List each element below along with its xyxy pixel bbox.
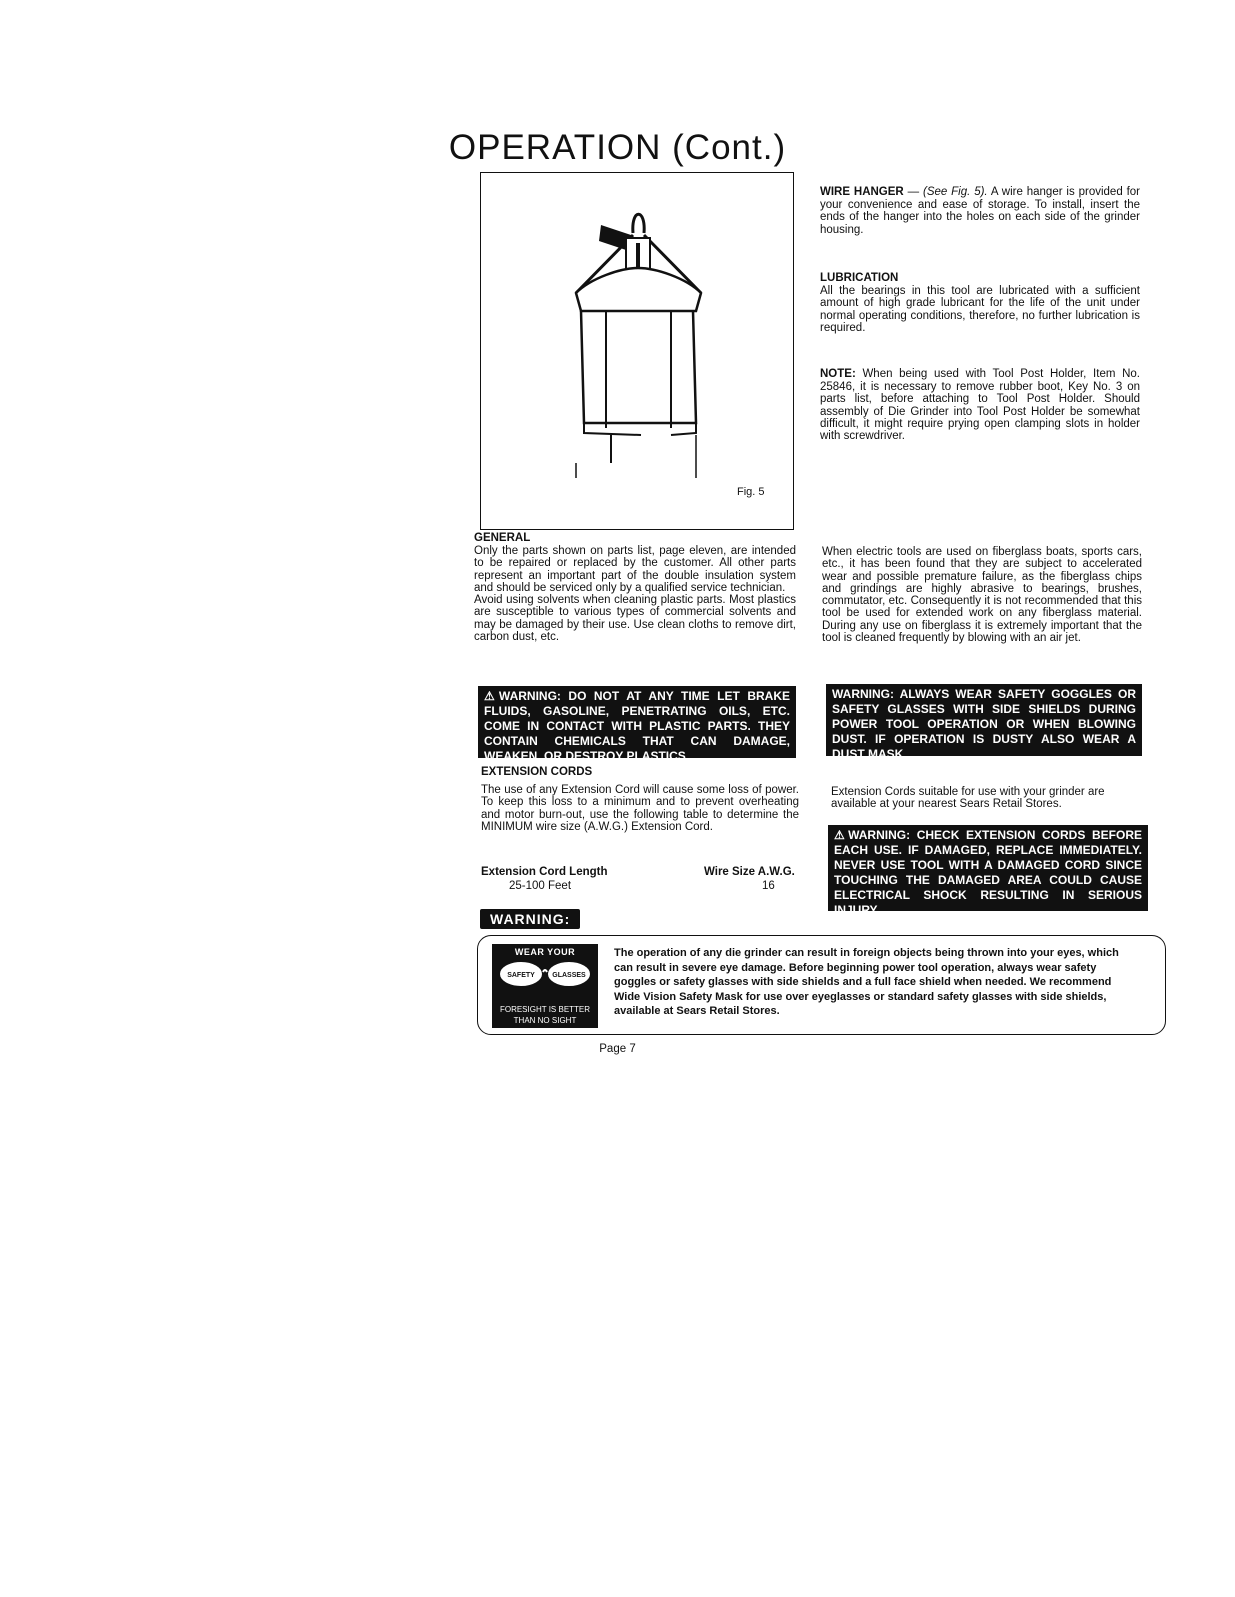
wire-hanger-heading: WIRE HANGER [820,186,904,198]
safety-glasses-notice [477,935,1166,1035]
general-heading: GENERAL [474,532,531,544]
table-cell-wire-size: 16 [762,880,775,892]
fiberglass-section [822,546,1142,644]
wire-hanger-text: A wire hanger is provided for your convenience and ease of storage. To install, insert the ends of the hanger into the holes on each side of the grinder housing. [820,186,1141,236]
table-header-length: Extension Cord Length [481,866,608,878]
glasses-icon [495,958,595,994]
page-number: Page 7 [599,1043,636,1055]
table-cell-length: 25-100 Feet [509,880,572,892]
die-grinder-illustration [481,173,792,528]
general-text-2: Avoid using solvents when cleaning plastic parts. Most plastics are susceptible to various types of commercial solvents and may be damaged by their use. Use clean cloths to remove dirt, carbon dust, etc. [474,594,796,644]
figure-5 [480,172,794,530]
logo-safety-word: SAFETY [507,972,535,979]
extension-cords-section [481,766,799,833]
logo-glasses-word: GLASSES [552,972,586,979]
wire-hanger-ref: (See Fig. 5). [922,186,988,198]
logo-line-1: WEAR YOUR [514,947,576,957]
availability-text: Extension Cords suitable for use with your grinder are available at your nearest Sears Retail Stores. [831,786,1105,811]
safety-glasses-logo [492,944,598,1028]
wire-hanger-section: WIRE HANGER — (See Fig. 5). A wire hanger is provided for your convenience and ease of storage. To install, insert the ends of the hanger into the holes on each side of the grinder housing. [820,186,1141,236]
general-text-1: Only the parts shown on parts list, page eleven, are intended to be repaired or replaced by the customer. All other parts represent an important part of the double insulation system and should be serviced only by a qualified service technician. [474,545,796,594]
logo-line-3: FORESIGHT IS BETTER [499,1005,591,1014]
table-header-wire-size: Wire Size A.W.G. [704,866,795,878]
extension-cords-text: The use of any Extension Cord will cause some loss of power. To keep this loss to a minimum and to prevent overheating and motor burn-out, use the following table to determine the MINIMUM wire size (A.W.G.) Extension Cord. [481,784,799,833]
lubrication-heading: LUBRICATION [820,272,899,284]
warning-cords-box: ⚠WARNING: CHECK EXTENSION CORDS BEFORE EACH USE. IF DAMAGED, REPLACE IMMEDIATELY. NEVER USE TOOL WITH A DAMAGED CORD SINCE TOUCHING THE DAMAGED AREA COULD CAUSE ELECTRICAL SHOCK RESULTING IN SERIOUS INJURY. [828,825,1148,911]
warning-goggles-box: WARNING: ALWAYS WEAR SAFETY GOGGLES OR SAFETY GLASSES WITH SIDE SHIELDS DURING POWER TOOL OPERATION OR WHEN BLOWING DUST. IF OPERATION IS DUSTY ALSO WEAR A DUST MASK. [826,684,1142,756]
figure-label: Fig. 5 [737,486,765,498]
general-section [474,532,796,643]
lubrication-section [820,272,1140,334]
logo-line-4: THAN NO SIGHT [513,1016,577,1025]
extension-cords-availability [831,786,1145,811]
fiberglass-text: When electric tools are used on fiberglass boats, sports cars, etc., it has been found that they are subject to accelerated wear and possible premature failure, as the fiberglass chips and grindings are highly abrasive to bearings, brushes, commutator, etc. Consequently it is not recommended that this tool be used for extended work on any fiberglass material. During any use on fiberglass it is extremely important that the tool is cleaned frequently by blowing with an air jet. [822,546,1142,645]
extension-cords-heading: EXTENSION CORDS [481,766,593,778]
note-section [820,368,1140,442]
warning-badge: WARNING: [480,909,580,929]
warning-plastics-box: ⚠WARNING: DO NOT AT ANY TIME LET BRAKE FLUIDS, GASOLINE, PENETRATING OILS, ETC. COME IN CONTACT WITH PLASTIC PARTS. THEY CONTAIN CHEMICALS THAT CAN DAMAGE, WEAKEN, OR DESTROY PLASTICS. [478,686,796,758]
lubrication-text: All the bearings in this tool are lubricated with a sufficient amount of high grade lubricant for the life of the unit under normal operating conditions, therefore, no further lubrication is required. [820,285,1140,334]
page-title: OPERATION (Cont.) [448,128,787,167]
note-heading: NOTE: [820,368,856,380]
note-text: When being used with Tool Post Holder, Item No. 25846, it is necessary to remove rubber boot, Key No. 3 on parts list, before attaching to Tool Post Holder. Should assembly of Die Grinder into Tool Post Holder be somewhat difficult, it might require prying open clamping slots in holder with screwdriver. [820,368,1140,443]
safety-notice-text: The operation of any die grinder can result in foreign objects being thrown into your eyes, which can result in severe eye damage. Before beginning power tool operation, always wear safety goggles or safety glasses with side shields and a full face shield when needed. We recommend Wide Vision Safety Mask for use over eyeglasses or standard safety glasses with side shields, available at Sears Retail Stores. [614,947,1119,1017]
